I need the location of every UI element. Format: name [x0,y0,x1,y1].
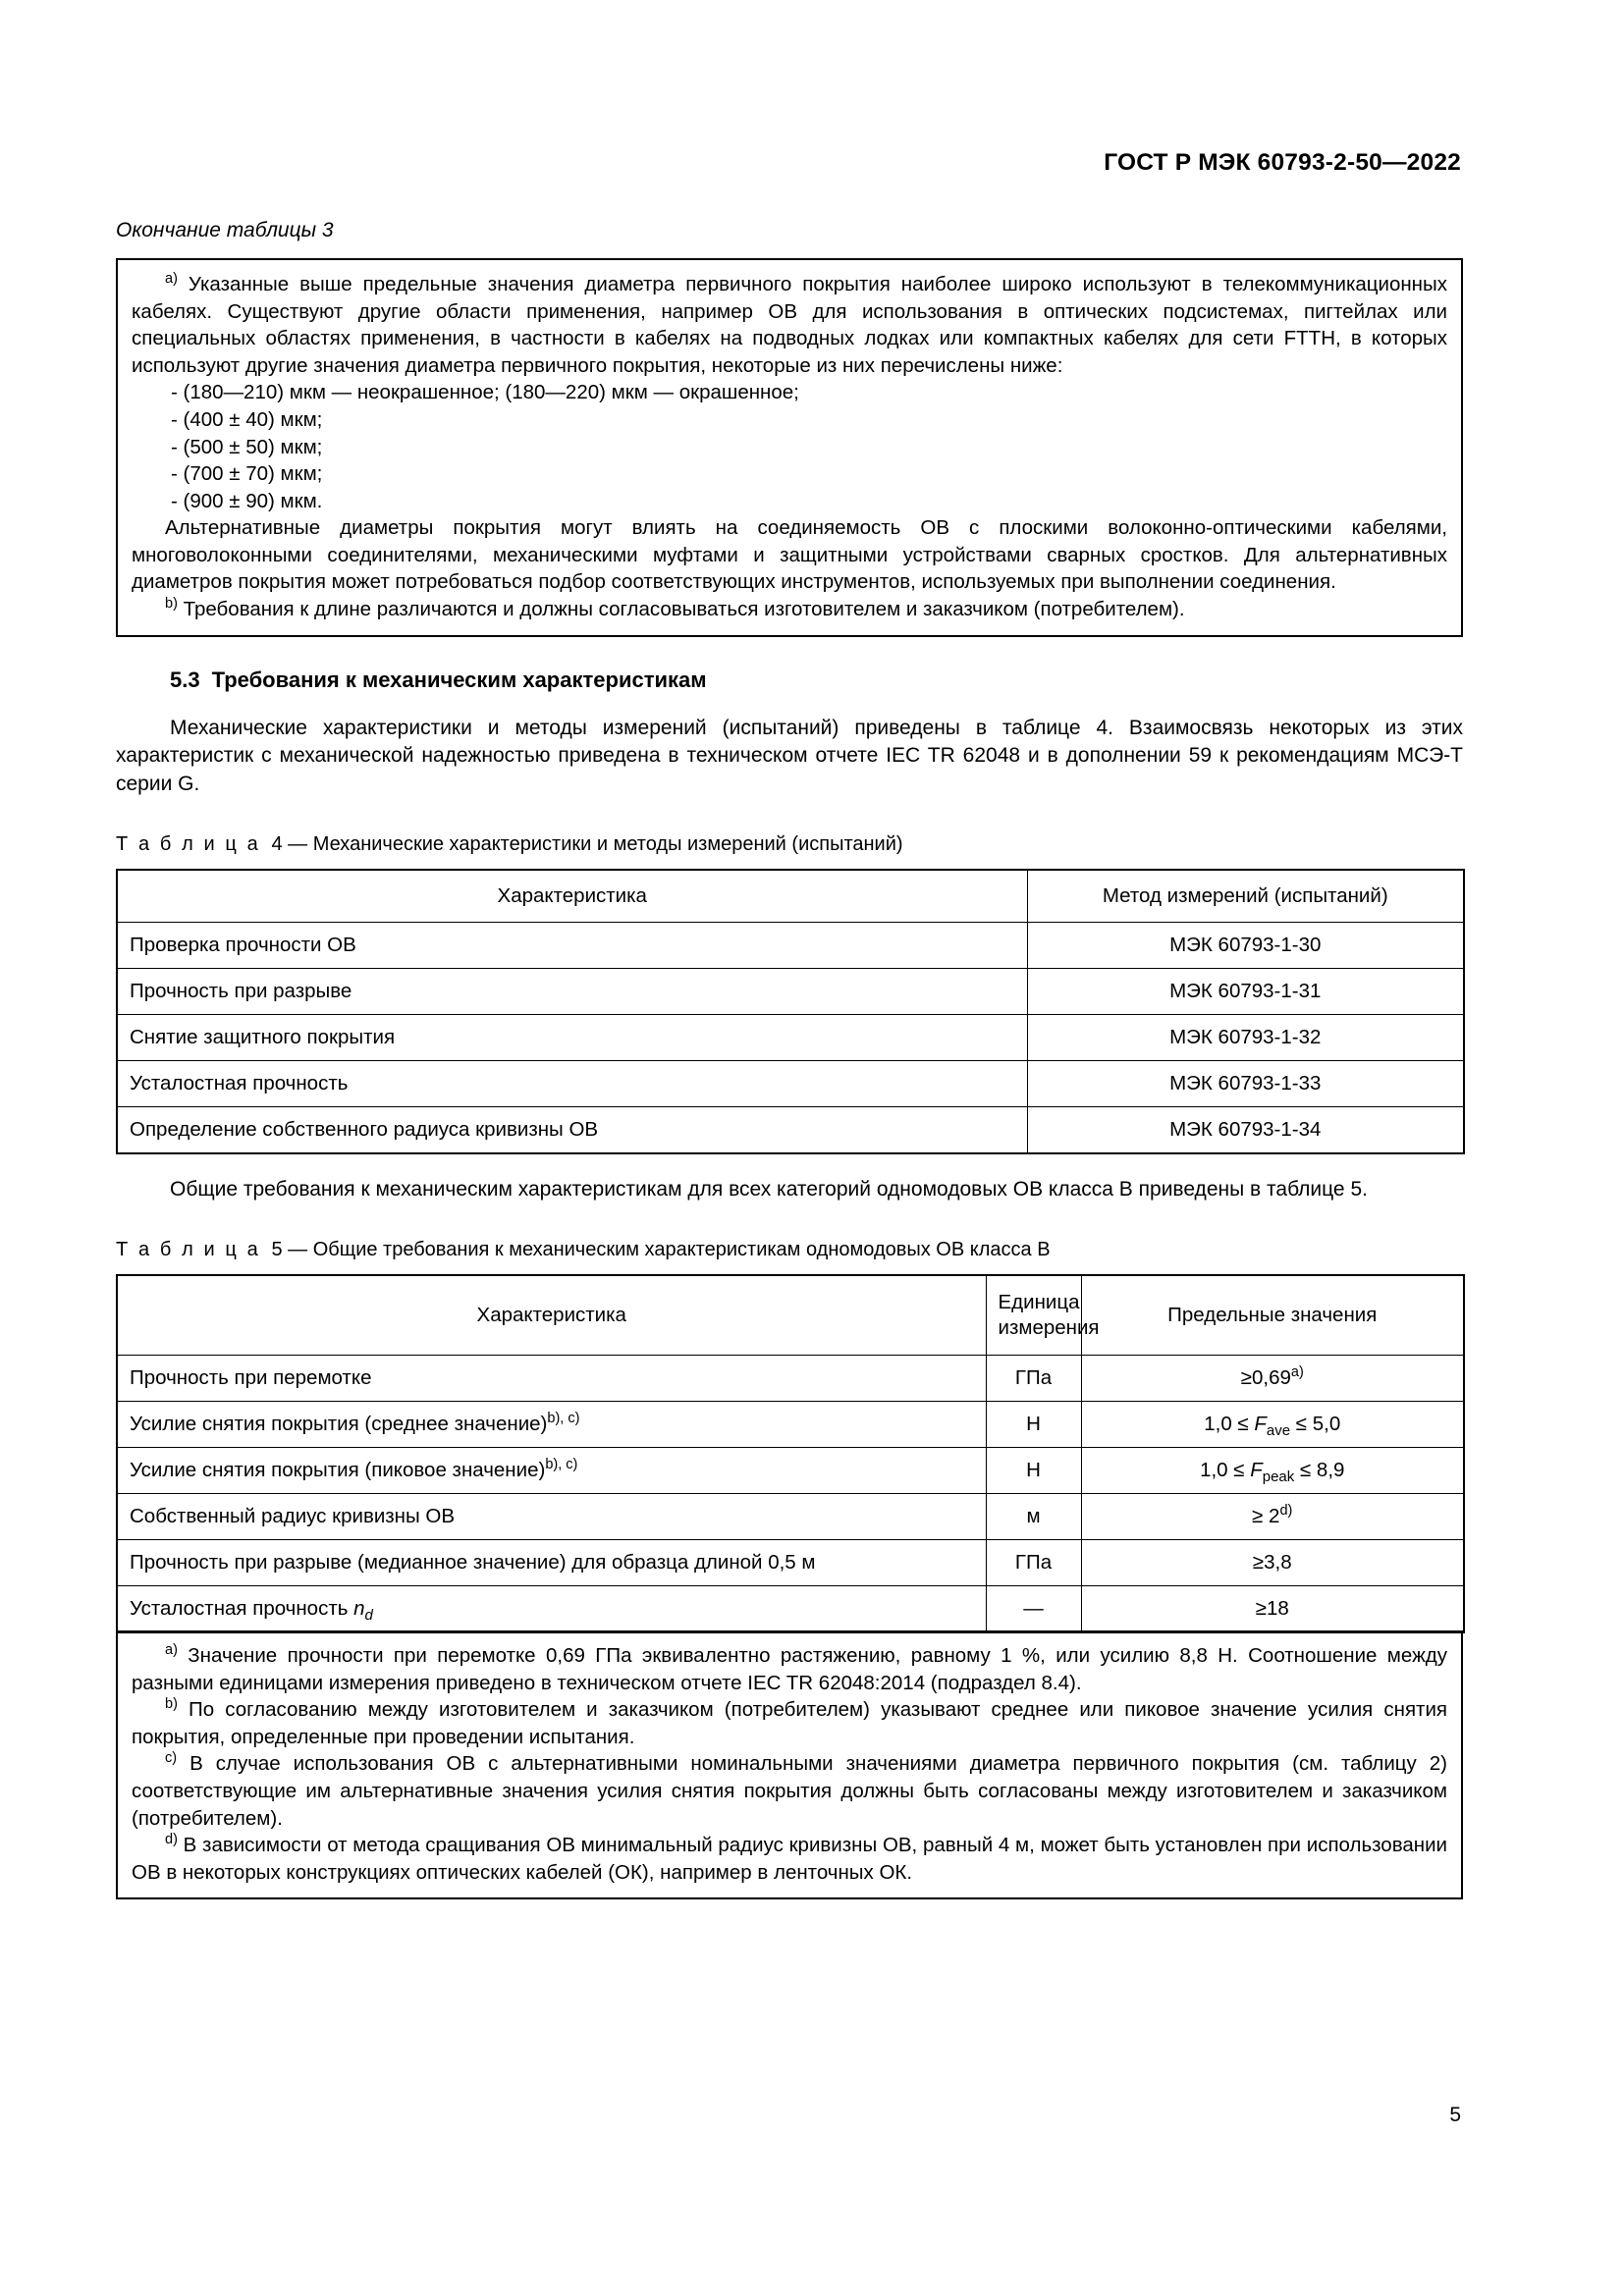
footnote-a-text: Значение прочности при перемотке 0,69 ГПа эквивалентно растяжению, равному 1 %, или усилию 8,8 Н. Соотношение между разными единицами измерения приведено в техническом отчете IEC TR 62048:2014 (подраздел 8.4). [132,1644,1447,1694]
limit-variable: F [1250,1458,1263,1481]
limit-prefix: 1,0 ≤ [1200,1458,1251,1481]
table-row [117,1401,1464,1447]
table5-cell-limit [1081,1447,1464,1493]
table5-cell-limit: ≥18 [1081,1585,1464,1632]
table4-cell-characteristic: Проверка прочности ОВ [117,923,1027,969]
footnote-b-text: По согласованию между изготовителем и заказчиком (потребителем) указывают среднее или пиковое значение усилия снятия покрытия, определенные при проведении испытания. [132,1698,1447,1748]
characteristic-text: Усилие снятия покрытия (пиковое значение) [130,1458,546,1481]
table5-cell-limit: ≥3,8 [1081,1539,1464,1585]
characteristic-text: Усилие снятия покрытия (среднее значение) [130,1412,548,1435]
limit-value: ≥0,69 [1240,1365,1291,1389]
table4-cell-characteristic: Определение собственного радиуса кривизны ОВ [117,1107,1027,1154]
table5-cell-characteristic [117,1585,986,1632]
table3-continuation-caption: Окончание таблицы 3 [116,219,334,241]
table-row [117,1585,1464,1632]
limit-prefix: 1,0 ≤ [1204,1412,1255,1435]
footnote-a-marker: a) [165,1642,178,1659]
section-heading-5-3 [116,667,1463,694]
list-item: - (900 ± 90) мкм. [171,489,323,512]
footnote-a-marker: a) [165,271,178,288]
characteristic-footnote-marker: b), c) [547,1410,580,1426]
table4-cell-characteristic: Прочность при разрыве [117,969,1027,1015]
table4-cell-method: МЭК 60793-1-34 [1027,1107,1464,1154]
list-item: - (400 ± 40) мкм; [171,408,323,431]
table-header-row [117,870,1464,923]
section-title: Требования к механическим характеристикам [211,667,707,692]
footnote-a-paragraph [132,271,1447,379]
limit-suffix: ≤ 5,0 [1290,1412,1341,1435]
list-item: - (500 ± 50) мкм; [171,435,323,458]
table-row [117,1447,1464,1493]
section-number: 5.3 [170,667,200,692]
table-row [117,923,1464,969]
table-4 [116,869,1465,1154]
table5-caption-label: Т а б л и ц а [116,1239,261,1261]
table5-caption-number: 5 [271,1239,283,1261]
table5-caption-title: — Общие требования к механическим характеристикам одномодовых ОВ класса В [288,1239,1051,1261]
table-row [117,1061,1464,1107]
characteristic-text: Усталостная прочность [130,1596,354,1620]
table-row [117,1015,1464,1061]
table5-col-unit-line2: измерения [998,1316,1100,1339]
table5-cell-characteristic [117,1447,986,1493]
table5-cell-characteristic [117,1401,986,1447]
footnote-a-paragraph-2: Альтернативные диаметры покрытия могут влиять на соединяемость ОВ с плоскими волоконно-оптическими кабелями, многоволоконными соединителями, механическими муфтами и защитными устройствами сварных сростков. Для альтернативных диаметров покрытия может потребоваться подбор соответствующих инструментов, используемых при выполнении соединения. [132,516,1447,594]
table5-footnote-b [132,1696,1447,1750]
table4-cell-characteristic: Снятие защитного покрытия [117,1015,1027,1061]
table4-cell-method: МЭК 60793-1-33 [1027,1061,1464,1107]
table4-col-method: Метод измерений (испытаний) [1027,870,1464,923]
table4-cell-method: МЭК 60793-1-32 [1027,1015,1464,1061]
footnote-c-text: В случае использования ОВ с альтернативными номинальными значениями диаметра первичного покрытия (см. таблицу 2) соответствующие им альтернативные значения усилия снятия покрытия должны быть согласованы между изготовителем и заказчиком (потребителем). [132,1752,1447,1830]
paragraph-after-table4: Общие требования к механическим характеристикам для всех категорий одномодовых ОВ класса В приведены в таблице 5. [170,1178,1368,1201]
table-row [117,969,1464,1015]
footnote-d-text: В зависимости от метода сращивания ОВ минимальный радиус кривизны ОВ, равный 4 м, может быть установлен при использовании ОВ в некоторых конструкциях оптических кабелей (ОК), например в ленточных ОК. [132,1834,1447,1884]
table5-cell-characteristic [117,1355,986,1401]
table5-cell-characteristic [117,1539,986,1585]
limit-variable: F [1254,1412,1267,1435]
limit-footnote-marker: d) [1279,1502,1293,1519]
characteristic-text: Прочность при перемотке [130,1365,372,1389]
footnote-b-marker: b) [165,1696,178,1713]
table5-footnote-c [132,1750,1447,1832]
table5-cell-characteristic [117,1493,986,1539]
table4-caption-number: 4 [271,833,283,856]
footnote-a-text: Указанные выше предельные значения диаметра первичного покрытия наиболее широко используют в телекоммуникационных кабелях. Существуют другие области применения, например ОВ для использования в оптических подсистемах, пигтейлах или специальных областях применения, в частности в кабелях на подводных лодках или компактных кабелях для сети FTTH, в которых используют другие значения диаметра первичного покрытия, некоторые из них перечислены ниже: [132,273,1447,377]
characteristic-variable: n [353,1596,365,1620]
table5-cell-unit: Н [986,1447,1081,1493]
footnote-b-marker: b) [165,596,178,613]
limit-subscript: peak [1262,1468,1295,1485]
table5-cell-unit: ГПа [986,1539,1081,1585]
table5-col-unit [986,1275,1100,1355]
page-content [116,218,1463,1899]
table5-cell-limit [1081,1355,1464,1401]
characteristic-text: Собственный радиус кривизны ОВ [130,1504,456,1527]
footnote-b-paragraph [132,596,1447,623]
table5-footnote-a [132,1642,1447,1696]
table4-cell-method: МЭК 60793-1-30 [1027,923,1464,969]
list-item: - (700 ± 70) мкм; [171,462,323,486]
table5-footnote-box [116,1630,1463,1899]
table-row [117,1355,1464,1401]
table4-caption-title: — Механические характеристики и методы измерений (испытаний) [288,833,903,856]
limit-footnote-marker: a) [1290,1363,1304,1380]
running-head-standard-id: ГОСТ Р МЭК 60793-2-50—2022 [1104,149,1461,176]
footnote-c-marker: c) [165,1750,178,1767]
footnote-d-marker: d) [165,1832,178,1848]
limit-subscript: ave [1266,1421,1291,1439]
table4-cell-characteristic: Усталостная прочность [117,1061,1027,1107]
table5-cell-limit [1081,1493,1464,1539]
table-5 [116,1274,1465,1632]
limit-suffix: ≤ 8,9 [1294,1458,1345,1481]
table5-footnote-d [132,1832,1447,1886]
list-item: - (180—210) мкм — неокрашенное; (180—220) мкм — окрашенное; [171,381,799,404]
table5-cell-unit: — [986,1585,1081,1632]
section-5-3-paragraph: Механические характеристики и методы измерений (испытаний) приведены в таблице 4. Взаимосвязь некоторых из этих характеристик с механической надежностью приведена в техническом отчете IEC TR 62048 и в дополнении 59 к рекомендациям МСЭ-Т серии G. [116,717,1463,795]
footnote-b-text: Требования к длине различаются и должны согласовываться изготовителем и заказчиком (потребителем). [177,597,1185,620]
table5-cell-unit: м [986,1493,1081,1539]
characteristic-subscript: d [364,1606,373,1624]
table3-footnote-box [116,258,1463,636]
table4-caption-label: Т а б л и ц а [116,833,261,856]
coating-diameter-list [132,379,1447,514]
table4-caption [116,831,1463,857]
table-5-wrapper [116,1274,1463,1899]
table-row [117,1107,1464,1154]
table5-col-unit-line1: Единица [998,1291,1080,1314]
characteristic-text: Прочность при разрыве (медианное значение) для образца длиной 0,5 м [130,1550,816,1574]
table5-cell-unit: Н [986,1401,1081,1447]
table5-cell-unit: ГПа [986,1355,1081,1401]
table-row [117,1539,1464,1585]
table4-cell-method: МЭК 60793-1-31 [1027,969,1464,1015]
table5-cell-limit [1081,1401,1464,1447]
page-number: 5 [1449,2104,1461,2126]
table5-caption [116,1237,1463,1262]
limit-value: ≥ 2 [1252,1504,1280,1527]
table4-col-characteristic: Характеристика [117,870,1027,923]
table-row [117,1493,1464,1539]
table5-col-characteristic: Характеристика [117,1275,986,1355]
table5-col-limits: Предельные значения [1081,1275,1464,1355]
table-header-row [117,1275,1464,1355]
characteristic-footnote-marker: b), c) [545,1456,578,1472]
